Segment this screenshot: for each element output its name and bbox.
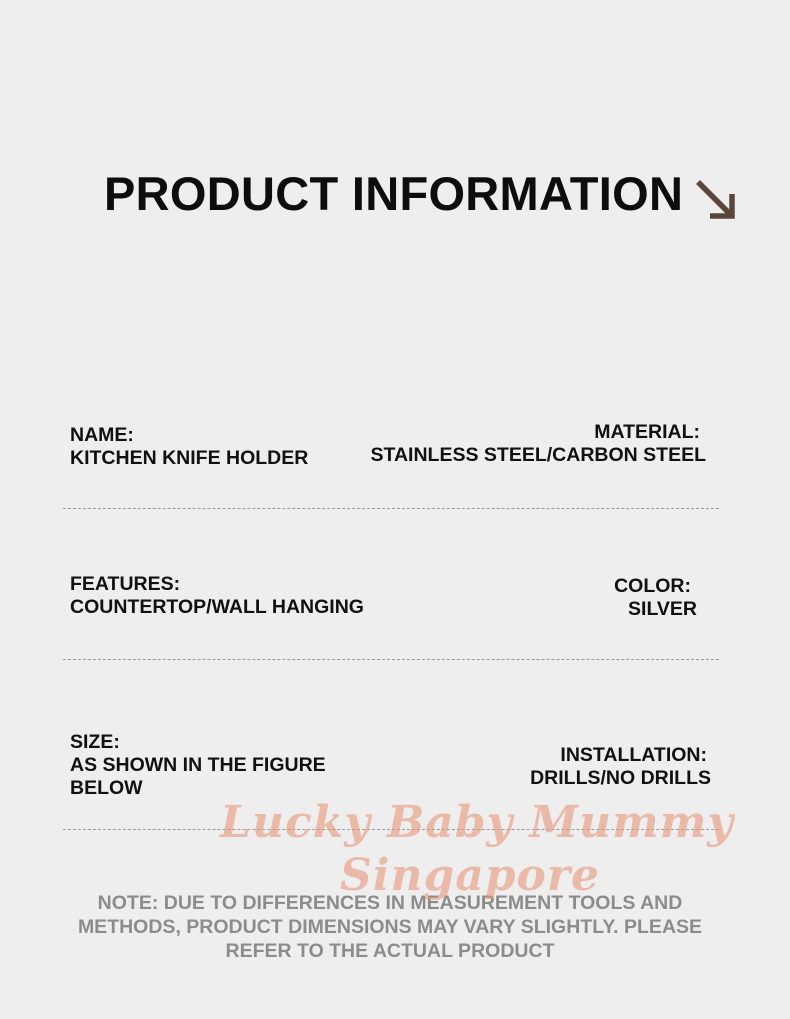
name-field [70,424,308,470]
installation-value: DRILLS/NO DRILLS [530,767,711,789]
size-field [70,731,326,800]
color-value: SILVER [628,598,697,620]
note-line: REFER TO THE ACTUAL PRODUCT [225,940,555,962]
material-field [371,421,707,467]
installation-label: INSTALLATION: [560,744,707,766]
name-label: NAME: [70,424,134,446]
color-field [614,575,697,621]
size-label: SIZE: [70,731,120,753]
page-title: PRODUCT INFORMATION [104,167,684,220]
arrow-down-right-icon [694,178,740,224]
installation-field [530,744,711,790]
features-label: FEATURES: [70,573,181,595]
divider [63,508,719,509]
color-label: COLOR: [614,575,691,597]
size-value-line: BELOW [70,777,143,799]
watermark-line: Singapore [340,850,601,901]
watermark-line: Lucky Baby Mummy [220,797,734,848]
name-value: KITCHEN KNIFE HOLDER [70,447,309,469]
disclaimer-note [60,891,720,963]
material-label: MATERIAL: [594,421,700,443]
features-field [70,573,364,619]
material-value: STAINLESS STEEL/CARBON STEEL [370,444,706,466]
note-line: NOTE: DUE TO DIFFERENCES IN MEASUREMENT TOOLS AND [97,892,683,914]
note-line: METHODS, PRODUCT DIMENSIONS MAY VARY SLIGHTLY. PLEASE [77,916,703,938]
divider [63,659,719,660]
features-value: COUNTERTOP/WALL HANGING [70,596,364,618]
size-value-line: AS SHOWN IN THE FIGURE [70,754,326,776]
